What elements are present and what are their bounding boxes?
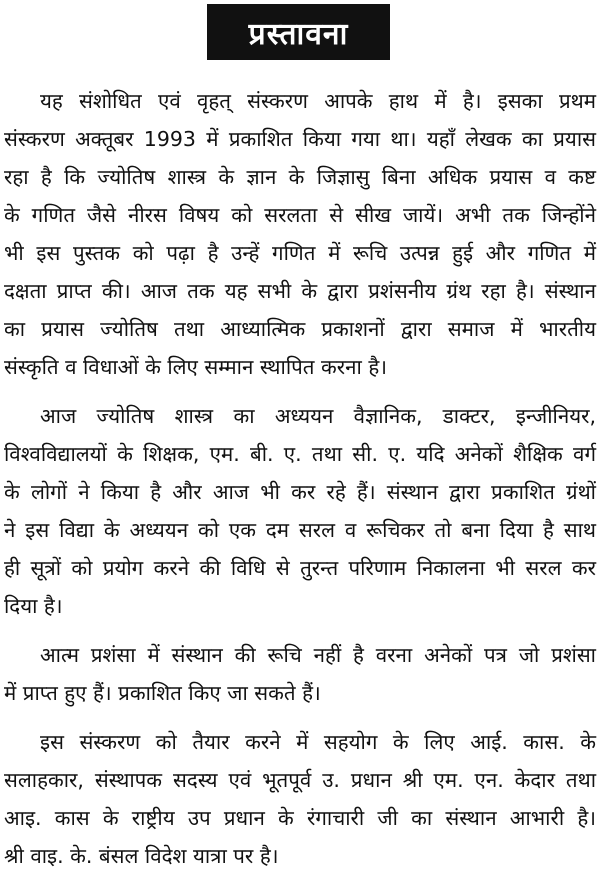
title-banner — [207, 4, 390, 60]
text-line: रहा है कि ज्योतिष शास्त्र के ज्ञान के जिज्ञासु बिना अधिक प्रयास व कष्ट — [4, 165, 596, 189]
text-line: संस्करण अक्तूबर 1993 में प्रकाशित किया गया था। यहाँ लेखक का प्रयास — [4, 127, 596, 151]
text-line: विश्वविद्यालयों के शिक्षक, एम. बी. ए. तथा सी. ए. यदि अनेकों शैक्षिक वर्ग — [4, 442, 596, 466]
text-line: सलाहकार, संस्थापक सदस्य एवं भूतपूर्व उ. प्रधान श्री एम. एन. केदार तथा — [4, 768, 596, 792]
paragraph — [4, 82, 596, 386]
text-line: ने इस विद्या के अध्ययन को एक दम सरल व रूचिकर तो बना दिया है साथ — [4, 518, 596, 542]
text-line: में प्राप्त हुए हैं। प्रकाशित किए जा सकते हैं। — [4, 681, 321, 705]
text-line: आइ. कास के राष्ट्रीय उप प्रधान के रंगाचारी जी का संस्थान आभारी है। — [4, 806, 596, 830]
text-line: संस्कृति व विधाओं के लिए सम्मान स्थापित करना है। — [4, 355, 387, 379]
text-line: ही सूत्रों को प्रयोग करने की विधि से तुरन्त परिणाम निकालना भी सरल कर — [4, 556, 596, 580]
paragraph — [4, 397, 596, 625]
body-text — [4, 82, 596, 886]
text-line: दक्षता प्राप्त की। आज तक यह सभी के द्वारा प्रशंसनीय ग्रंथ रहा है। संस्थान — [4, 279, 596, 303]
text-line: का प्रयास ज्योतिष तथा आध्यात्मिक प्रकाशनों द्वारा समाज में भारतीय — [4, 317, 596, 341]
paragraph — [4, 636, 596, 712]
text-line: भी इस पुस्तक को पढ़ा है उन्हें गणित में रूचि उत्पन्न हुई और गणित में — [4, 241, 596, 265]
text-line: श्री वाइ. के. बंसल विदेश यात्रा पर है। — [4, 844, 279, 868]
text-line: के लोगों ने किया है और आज भी कर रहे हैं। संस्थान द्वारा प्रकाशित ग्रंथों — [4, 480, 596, 504]
text-line: आत्म प्रशंसा में संस्थान की रूचि नहीं है वरना अनेकों पत्र जो प्रशंसा — [40, 643, 596, 667]
text-line: इस संस्करण को तैयार करने में सहयोग के लिए आई. कास. के — [40, 730, 596, 754]
text-line: के गणित जैसे नीरस विषय को सरलता से सीख जायें। अभी तक जिन्होंने — [4, 203, 596, 227]
page-title: प्रस्तावना — [248, 16, 349, 52]
text-line: आज ज्योतिष शास्त्र का अध्ययन वैज्ञानिक, डाक्टर, इन्जीनियर, — [40, 404, 596, 428]
text-line: यह संशोधित एवं वृहत् संस्करण आपके हाथ में है। इसका प्रथम — [40, 89, 596, 113]
text-line: दिया है। — [4, 594, 63, 618]
paragraph — [4, 723, 596, 875]
